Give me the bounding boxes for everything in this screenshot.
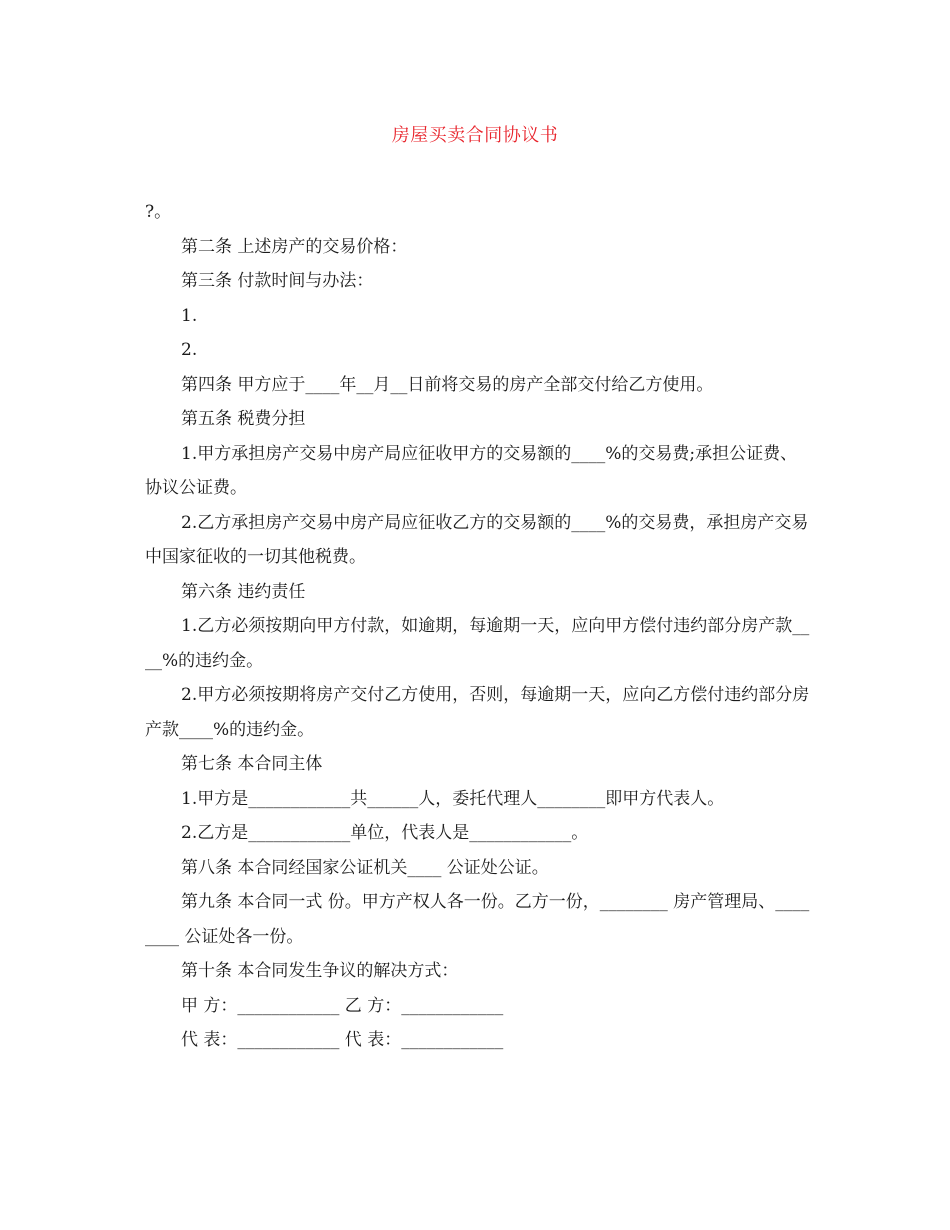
- paragraph-article-4: 第四条 甲方应于____年__月__日前将交易的房产全部交付给乙方使用。: [181, 374, 714, 395]
- paragraph-article-3-item-1: 1.: [181, 305, 198, 326]
- paragraph-article-5-item-2: 2.乙方承担房产交易中房产局应征收乙方的交易额的____%的交易费，承担房产交易中国家征收的一切其他税费。: [145, 512, 809, 567]
- paragraph-article-3-item-2: 2.: [181, 340, 198, 360]
- paragraph-article-5: 第五条 税费分担: [181, 409, 306, 429]
- document-title: 房屋买卖合同协议书: [391, 125, 559, 146]
- paragraph-article-7: 第七条 本合同主体: [181, 754, 323, 774]
- signature-line-representative: 代 表：____________ 代 表：____________: [181, 1030, 504, 1050]
- paragraph-intro: ?。: [145, 202, 172, 222]
- paragraph-article-9: 第九条 本合同一式 份。甲方产权人各一份。乙方一份，________ 房产管理局、________ 公证处各一份。: [145, 892, 810, 947]
- paragraph-article-5-item-1: 1.甲方承担房产交易中房产局应征收甲方的交易额的____%的交易费;承担公证费、协议公证费。: [145, 443, 798, 498]
- document-body: [145, 195, 810, 1058]
- paragraph-article-6-item-1: 1.乙方必须按期向甲方付款，如逾期，每逾期一天，应向甲方偿付违约部分房产款____%的违约金。: [145, 616, 810, 671]
- paragraph-article-2: 第二条 上述房产的交易价格：: [181, 236, 408, 257]
- paragraph-article-7-item-1: 1.甲方是____________共______人，委托代理人________即甲方代表人。: [181, 788, 725, 809]
- paragraph-article-6: 第六条 违约责任: [181, 581, 306, 602]
- paragraph-article-10: 第十条 本合同发生争议的解决方式：: [181, 961, 459, 981]
- paragraph-article-3: 第三条 付款时间与办法：: [181, 271, 374, 291]
- signature-line-party: 甲 方：____________ 乙 方：____________: [181, 995, 504, 1016]
- paragraph-article-6-item-2: 2.甲方必须按期将房产交付乙方使用，否则，每逾期一天，应向乙方偿付违约部分房产款____%的违约金。: [145, 685, 810, 740]
- paragraph-article-8: 第八条 本合同经国家公证机关____ 公证处公证。: [181, 857, 549, 878]
- paragraph-article-7-item-2: 2.乙方是____________单位，代表人是____________。: [181, 823, 589, 843]
